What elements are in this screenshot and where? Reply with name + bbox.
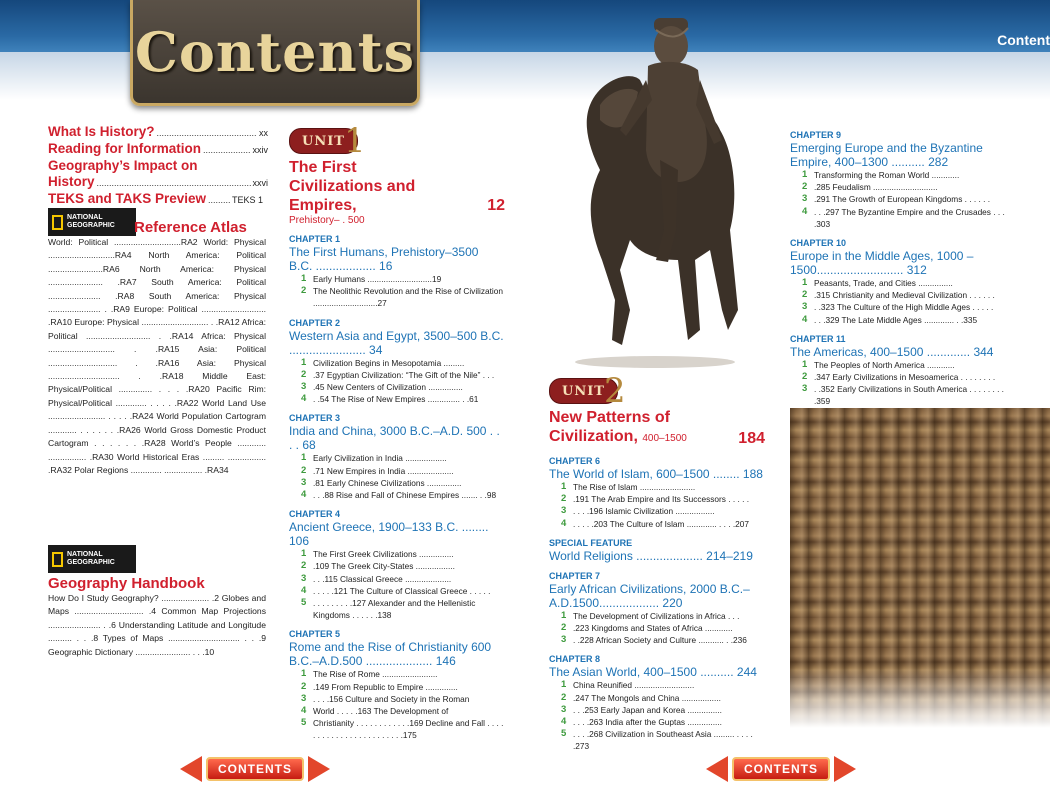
geography-handbook-section: [48, 545, 266, 659]
next-arrow-icon[interactable]: [308, 756, 330, 782]
lesson-item[interactable]: 3 .81 Early Chinese Civilizations ...............: [301, 476, 462, 488]
lesson-item[interactable]: 3 . . . .196 Islamic Civilization .................: [561, 505, 715, 517]
lesson-item[interactable]: 1 Peasants, Trade, and Cities ...............: [802, 277, 953, 289]
lesson-item[interactable]: 5 Christianity . . . . . . . . . . . .169 Decline and Fall . . . . . . . . . . . . . . . . . . . . . . . .175: [301, 717, 504, 741]
chapter-list: [790, 130, 1008, 408]
lesson-item[interactable]: 2 .315 Christianity and Medieval Civilization . . . . . .: [802, 289, 995, 301]
lesson-item[interactable]: 1 Early Humans ............................19: [301, 273, 442, 284]
lesson-item[interactable]: 4 . . . .263 India after the Guptas ...............: [561, 716, 722, 728]
lesson-item[interactable]: 1 The First Greek Civilizations ...............: [301, 548, 454, 560]
chapter-label: CHAPTER 1: [289, 234, 341, 244]
chapter-label: CHAPTER 6: [549, 456, 601, 466]
handbook-list[interactable]: How Do I Study Geography? .................... .2 Globes and Maps ............................. .4 Common Map Projections ...................... . .6 Understanding Latitude and Longitude .......... . . .8 Types of Maps .............................. . . .9 Geographic Dictionary ....................... . . .10: [48, 593, 266, 657]
chapter-title[interactable]: Rome and the Rise of Christianity 600 B.C.–A.D.500 .................... 146: [289, 640, 492, 669]
chapter-title[interactable]: The Americas, 400–1500 ............. 344: [790, 344, 994, 359]
chapter-title[interactable]: The World of Islam, 600–1500 ........ 188: [549, 467, 763, 481]
chapter-title[interactable]: Western Asia and Egypt, 3500–500 B.C. ....................... 34: [289, 328, 504, 357]
intro-list: [48, 124, 268, 208]
unit-2-continued: [790, 122, 1008, 408]
lesson-item[interactable]: 1 The Rise of Islam ........................: [561, 481, 696, 492]
lesson-item[interactable]: 3 . .352 Early Civilizations in South America . . . . . . . . .359: [802, 383, 1004, 407]
lesson-item[interactable]: 4 . . . . .203 The Culture of Islam ............. . . . .207: [561, 517, 750, 529]
intro-item[interactable]: TEKS and TAKS Preview ..... TEKS 1: [48, 191, 268, 208]
contents-nav-right: [706, 756, 856, 782]
chapter-label: CHAPTER 7: [549, 570, 601, 581]
chapter-label: SPECIAL FEATURE: [549, 537, 633, 548]
lesson-item[interactable]: 3 .291 The Growth of European Kingdoms . . . . . .: [802, 193, 991, 205]
unit-badge: UNIT: [549, 378, 618, 404]
header-right-label: Content: [997, 32, 1050, 48]
reference-atlas-section: [48, 208, 266, 477]
national-geographic-logo: NATIONAL GEOGRAPHIC: [48, 208, 136, 236]
ng-frame-icon: [52, 552, 63, 567]
section-title[interactable]: Reference Atlas: [134, 219, 247, 236]
lesson-item[interactable]: 3 . . .115 Classical Greece ....................: [301, 572, 452, 584]
lesson-item[interactable]: 2 .223 Kingdoms and States of Africa ............: [561, 622, 733, 634]
chapter-title[interactable]: Ancient Greece, 1900–133 B.C. ........ 106: [289, 520, 489, 549]
title-plaque: [130, 0, 420, 106]
lesson-item[interactable]: 2 .247 The Mongols and China .................: [561, 691, 721, 703]
unit-1-section: [289, 121, 505, 742]
chapter-title[interactable]: Early African Civilizations, 2000 B.C.–A.D.1500.................. 220: [549, 581, 750, 610]
contents-nav-left: [180, 756, 330, 782]
lesson-item[interactable]: 4 . . . . .121 The Culture of Classical Greece . . . . .: [301, 584, 491, 596]
intro-item[interactable]: Geography’s Impact on: [48, 158, 198, 173]
lesson-item[interactable]: 4 . . .88 Rise and Fall of Chinese Empires ....... . .98: [301, 489, 497, 501]
chapter-label: CHAPTER 9: [790, 130, 842, 140]
lesson-item[interactable]: 4 World . . . . .163 The Development of: [301, 705, 449, 717]
next-arrow-icon[interactable]: [834, 756, 856, 782]
lesson-item[interactable]: 2 .109 The Greek City-States .................: [301, 560, 455, 572]
lesson-item[interactable]: 1 Early Civilization in India ..................: [301, 452, 447, 464]
chapter-label: CHAPTER 3: [289, 413, 341, 424]
lesson-item[interactable]: 2 .285 Feudalism ............................: [802, 181, 938, 193]
unit-title[interactable]: New Patterns of Civilization, 400–1500 184: [549, 409, 765, 447]
national-geographic-logo: NATIONAL GEOGRAPHIC: [48, 545, 136, 573]
lesson-item[interactable]: 3 . .323 The Culture of the High Middle Ages . . . . .: [802, 301, 994, 313]
lesson-item[interactable]: 2 .347 Early Civilizations in Mesoamerica . . . . . . . .: [802, 371, 996, 383]
chapter-title[interactable]: Europe in the Middle Ages, 1000 –1500.......................... 312: [790, 249, 974, 278]
unit-badge: UNIT: [289, 128, 358, 154]
chapter-title[interactable]: The Asian World, 400–1500 .......... 244: [549, 665, 757, 680]
page-title: Contents: [134, 19, 416, 84]
chapter-label: CHAPTER 5: [289, 629, 341, 640]
temple-carving-image: [790, 408, 1050, 728]
lesson-item[interactable]: 4 . . .329 The Late Middle Ages ............. . .335: [802, 313, 978, 325]
lesson-item[interactable]: 2 .71 New Empires in India ....................: [301, 464, 454, 476]
lesson-item[interactable]: 5 . . . . . . . . .127 Alexander and the Hellenistic Kingdoms . . . . . .138: [301, 597, 476, 621]
equestrian-statue-image: [560, 10, 760, 370]
chapter-title[interactable]: Emerging Europe and the Byzantine Empire, 400–1300 .......... 282: [790, 141, 983, 169]
contents-button[interactable]: CONTENTS: [732, 757, 830, 781]
unit-title[interactable]: The First Civilizations and Empires, 12: [289, 159, 505, 214]
lesson-item[interactable]: 5 . . . .268 Civilization in Southeast Asia ......... . . . . .273: [561, 728, 753, 752]
lesson-item[interactable]: 4 . .54 The Rise of New Empires .............. . .61: [301, 393, 479, 405]
contents-button[interactable]: CONTENTS: [206, 757, 304, 781]
atlas-list[interactable]: World: Political ............................RA2 World: Physical ............................RA4 North America: Political .......................RA6 North America: Physical ....................... .RA7 South America: Political ...................... .RA8 South America: Physical ...................... . .RA9 Europe: Political ........................... .RA10 Europe: Physical ............................ . .RA12 Africa: Political ........................... . .RA14 Africa: Physical ............................ . .RA15 Asia: Political ............................. . .RA16 Asia: Physical .............................. . .RA18 Middle East: Physical/Political .............. . . . .RA20 Pacific Rim: Physical/Political ............. . . . . .RA22 World Land Use ........................ . . . . .RA24 World Population Cartogram ............ . . . . . . .RA26 World Gross Domestic Product Cartogram . . . . . . .RA28 World’s People ............ ................ .RA30 World Historical Eras ......... ................ .RA32 Polar Regions ............. ................ .RA34: [48, 237, 266, 475]
chapter-label: CHAPTER 11: [790, 333, 846, 344]
lesson-item[interactable]: 3 . . . .156 Culture and Society in the Roman: [301, 692, 470, 704]
chapter-title[interactable]: India and China, 3000 B.C.–A.D. 500 . . . . 68: [289, 424, 500, 453]
unit-2-section: [549, 371, 765, 753]
lesson-item[interactable]: 1 China Reunified ..........................: [561, 679, 695, 691]
lesson-item[interactable]: 4 . . .297 The Byzantine Empire and the Crusades . . . .303: [802, 205, 1005, 229]
lesson-item[interactable]: 1 The Development of Civilizations in Africa . . .: [561, 609, 740, 621]
chapter-title[interactable]: World Religions .................... 214–219: [549, 548, 753, 563]
chapter-label: CHAPTER 8: [549, 654, 601, 665]
ng-frame-icon: [52, 215, 63, 230]
previous-arrow-icon[interactable]: [706, 756, 728, 782]
section-title[interactable]: Geography Handbook: [48, 575, 205, 592]
chapter-list: [549, 456, 765, 753]
lesson-item[interactable]: 1 The Peoples of North America ............: [802, 358, 955, 370]
unit-number: 1: [343, 121, 366, 161]
lesson-item[interactable]: 3 . . .253 Early Japan and Korea ...............: [561, 703, 722, 715]
lesson-item[interactable]: 2 .37 Egyptian Civilization: “The Gift of the Nile” . . .: [301, 368, 495, 380]
chapter-label: CHAPTER 2: [289, 317, 341, 328]
lesson-item[interactable]: 1 The Rise of Rome ........................: [301, 668, 438, 680]
chapter-label: CHAPTER 4: [289, 509, 341, 520]
chapter-list: [289, 234, 505, 742]
lesson-item[interactable]: 3 . .228 African Society and Culture ........... . .236: [561, 634, 747, 646]
lesson-item[interactable]: 1 Civilization Begins in Mesopotamia .........: [301, 356, 465, 368]
unit-number: 2: [603, 371, 626, 411]
intro-item[interactable]: What Is History? ..... xx: [48, 124, 268, 141]
intro-item[interactable]: History ..... xxvi: [48, 174, 268, 191]
lesson-item[interactable]: 1 Transforming the Roman World ............: [802, 169, 960, 180]
previous-arrow-icon[interactable]: [180, 756, 202, 782]
chapter-title[interactable]: The First Humans, Prehistory–3500 B.C. .................. 16: [289, 245, 479, 273]
chapter-label: CHAPTER 10: [790, 238, 847, 249]
lesson-item[interactable]: 2 The Neolithic Revolution and the Rise of Civilization ............................27: [301, 285, 504, 309]
lesson-item[interactable]: 3 .45 New Centers of Civilization ...............: [301, 381, 463, 393]
intro-item[interactable]: Reading for Information ..... xxiv: [48, 141, 268, 158]
lesson-item[interactable]: 2 .191 The Arab Empire and Its Successors . . . . .: [561, 493, 750, 505]
lesson-item[interactable]: 2 .149 From Republic to Empire ..............: [301, 680, 458, 692]
unit-subtitle: Prehistory– . 500: [289, 215, 365, 226]
